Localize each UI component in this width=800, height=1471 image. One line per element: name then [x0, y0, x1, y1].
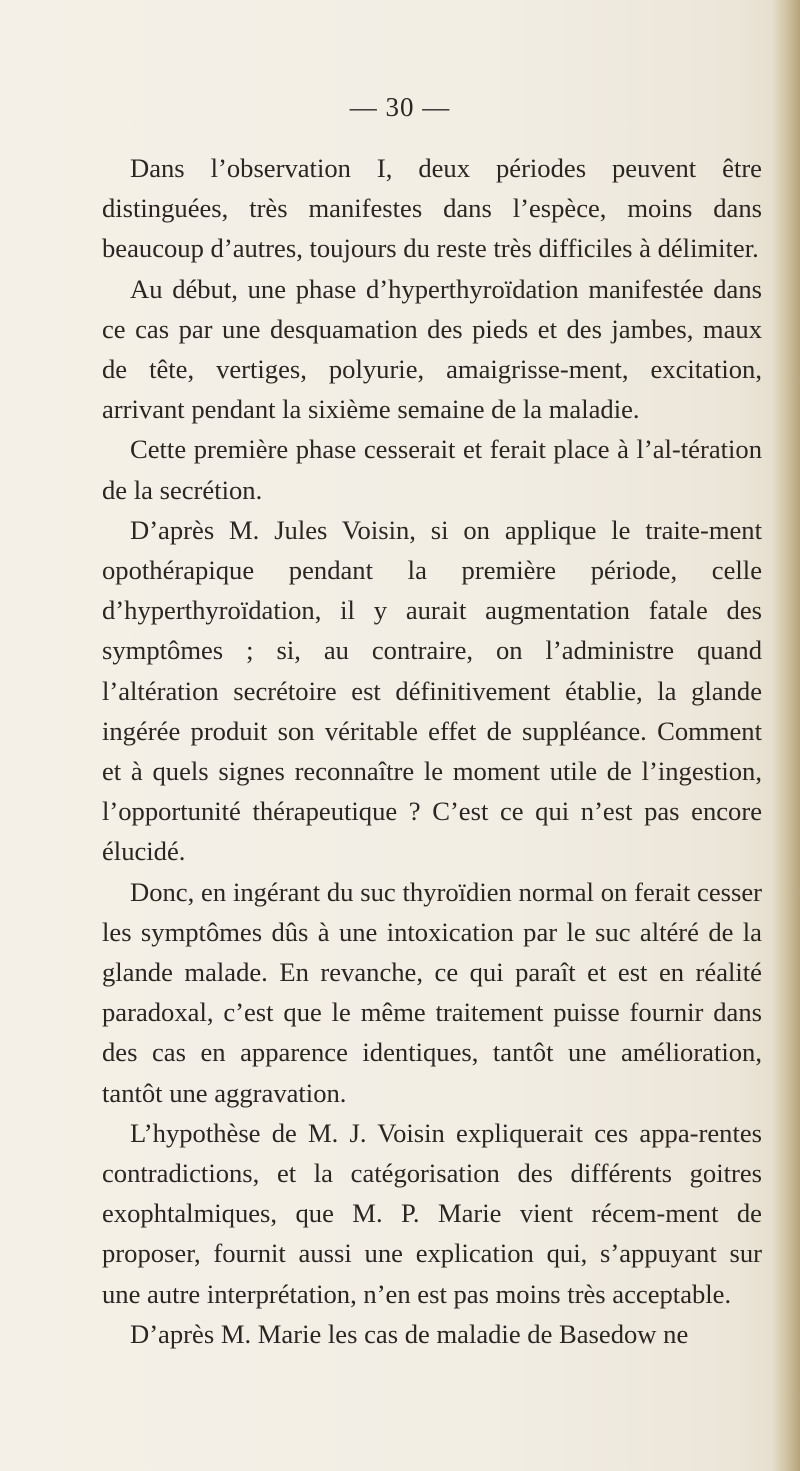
paragraph-5: Donc, en ingérant du suc thyroïdien normal on ferait cesser les symptômes dûs à une intoxication par le suc altéré de la glande malade. En revanche, ce qui paraît et est en réalité paradoxal, c’est que le même traitement puisse fournir dans des cas en apparence identiques, tantôt une amélioration, tantôt une aggravation. — [102, 876, 762, 1108]
paragraph-1: Dans l’observation I, deux périodes peuvent être distinguées, très manifestes dans l’espèce, moins dans beaucoup d’autres, toujours du reste très difficiles à délimiter. — [102, 153, 762, 264]
page-edge-shadow — [772, 0, 800, 1471]
paragraph-2: Au début, une phase d’hyperthyroïdation manifestée dans ce cas par une desquamation des pieds et des jambes, maux de tête, vertiges, polyurie, amaigrisse-ment, excitation, arrivant pendant la sixième semaine de la maladie. — [102, 273, 762, 425]
paragraph-4: D’après M. Jules Voisin, si on applique le traite-ment opothérapique pendant la première période, celle d’hyperthyroïdation, il y aurait augmentation fatale des symptômes ; si, au contraire, on l’administre quand l’altération secrétoire est définitivement établie, la glande ingérée produit son véritable effet de suppléance. Comment et à quels signes reconnaître le moment utile de l’ingestion, l’opportunité thérapeutique ? C’est ce qui n’est pas encore élucidé. — [102, 514, 762, 867]
paragraph-6: L’hypothèse de M. J. Voisin expliquerait ces appa-rentes contradictions, et la catégorisation des différents goitres exophtalmiques, que M. P. Marie vient récem-ment de proposer, fournit aussi une explication qui, s’appuyant sur une autre interprétation, n’en est pas moins très acceptable. — [102, 1117, 762, 1309]
paragraph-3: Cette première phase cesserait et ferait place à l’al-tération de la secrétion. — [102, 434, 762, 505]
body-text — [102, 148, 762, 1354]
page-number: — 30 — — [349, 92, 451, 122]
paragraph-7: D’après M. Marie les cas de maladie de Basedow ne — [130, 1318, 689, 1349]
